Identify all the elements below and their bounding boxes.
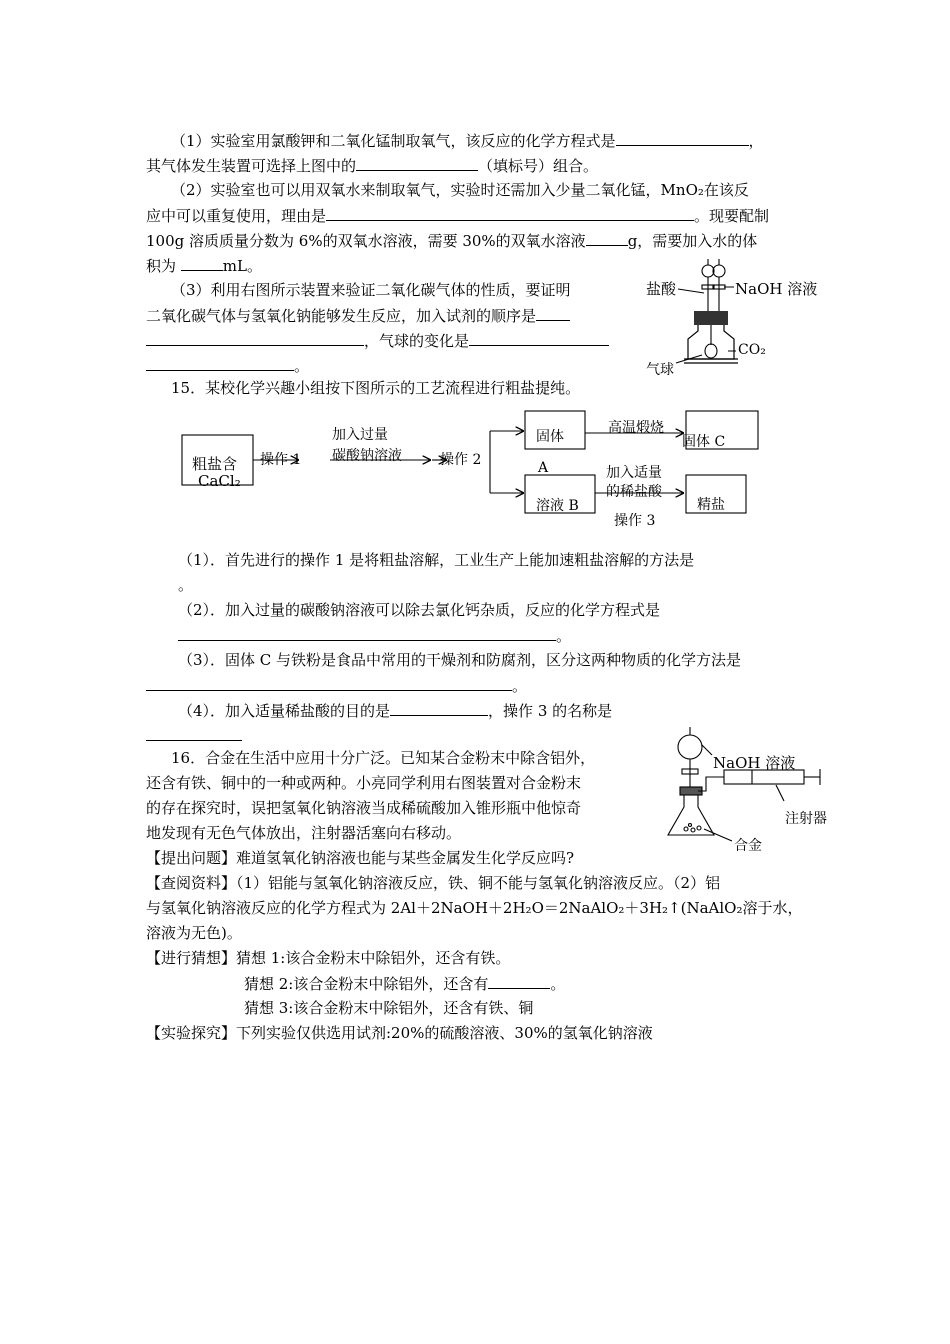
q14-part2-line3: 100g 溶质质量分数为 6%的双氧水溶液，需要 30%的双氧水溶液 g，需要加入水的体 bbox=[146, 232, 758, 250]
q16-stem-line2: 还含有铁、铜中的一种或两种。小亮同学利用右图装置对合金粉末 bbox=[146, 774, 582, 792]
q15-part2: （2）．加入过量的碳酸钠溶液可以除去氯化钙杂质，反应的化学方程式是 bbox=[178, 601, 661, 619]
answer-blank[interactable] bbox=[146, 675, 512, 691]
flow-reagent1-line1: 加入过量 bbox=[332, 427, 388, 443]
answer-blank[interactable] bbox=[488, 973, 550, 989]
fig-label-naoh-solution: NaOH 溶液 bbox=[713, 754, 796, 772]
alloy-apparatus-diagram bbox=[660, 725, 830, 855]
flow-solid-c: 固体 C bbox=[682, 434, 726, 450]
q16-info-line1: 【查阅资料】（1）铝能与氢氧化钠溶液反应，铁、铜不能与氢氧化钠溶液反应。（2）铝 bbox=[146, 874, 721, 892]
flow-solution-b: 溶液 B bbox=[536, 498, 579, 514]
flow-solid-a-label: A bbox=[538, 460, 549, 476]
q16-guess3: 猜想 3:该合金粉末中除铝外，还含有铁、铜 bbox=[244, 999, 534, 1017]
answer-blank[interactable] bbox=[146, 355, 294, 371]
q16-guess1: 【进行猜想】猜想 1:该合金粉末中除铝外，还含有铁。 bbox=[146, 949, 511, 967]
q14-part2-line4: 积为 mL。 bbox=[146, 257, 262, 275]
fig-label-alloy: 合金 bbox=[734, 838, 762, 854]
fig-label-syringe: 注射器 bbox=[785, 811, 827, 827]
fig-label-co2: CO₂ bbox=[738, 342, 766, 358]
q16-info-line2: 与氢氧化钠溶液反应的化学方程式为 2Al＋2NaOH＋2H₂O＝2NaAlO₂＋3H₂↑(NaAlO₂溶于水， bbox=[146, 899, 803, 917]
flow-reagent2-line1: 加入适量 bbox=[606, 465, 662, 481]
stopper-icon bbox=[694, 311, 728, 325]
q15-part2-answer: 。 bbox=[178, 625, 571, 646]
q16-stem-line4: 地发现有无色气体放出，注射器活塞向右移动。 bbox=[146, 824, 462, 842]
flow-solid-a-box: 固体 bbox=[536, 429, 564, 445]
answer-blank[interactable] bbox=[326, 205, 694, 221]
answer-blank[interactable] bbox=[146, 330, 364, 346]
q15-part3: （3）．固体 C 与铁粉是食品中常用的干燥剂和防腐剂，区分这两种物质的化学方法是 bbox=[178, 651, 742, 669]
answer-blank[interactable] bbox=[616, 130, 749, 146]
q14-part3-line1: （3）利用右图所示装置来验证二氧化碳气体的性质，要证明 bbox=[171, 281, 571, 299]
q16-guess2: 猜想 2:该合金粉末中除铝外，还含有 。 bbox=[244, 975, 566, 993]
q16-explore: 【实验探究】下列实验仅供选用试剂:20%的硫酸溶液、30%的氢氧化钠溶液 bbox=[146, 1024, 653, 1042]
flow-reagent2-line2: 的稀盐酸 bbox=[606, 484, 662, 500]
flask-icon bbox=[668, 787, 714, 835]
q14-part3-line3: ，气球的变化是 bbox=[146, 330, 609, 351]
separatory-funnel-icon bbox=[678, 727, 702, 795]
dropping-funnels-icon bbox=[702, 259, 725, 315]
answer-blank[interactable] bbox=[536, 305, 570, 321]
q14-part1-line2: 其气体发生装置可选择上图中的 （填标号）组合。 bbox=[146, 157, 599, 175]
q16-info-line3: 溶液为无色)。 bbox=[146, 924, 242, 942]
answer-blank[interactable] bbox=[469, 330, 609, 346]
q16-stem-line1: 16．合金在生活中应用十分广泛。已知某合金粉末中除含铝外， bbox=[171, 749, 596, 767]
answer-blank[interactable] bbox=[390, 700, 488, 716]
q14-part1-line1: （1）实验室用氯酸钾和二氧化锰制取氧气，该反应的化学方程式是 ， bbox=[171, 132, 764, 150]
flow-start-line2: CaCl₂ bbox=[198, 472, 241, 490]
q15-part4: （4）．加入适量稀盐酸的目的是 ，操作 3 的名称是 bbox=[178, 702, 613, 720]
q15-stem: 15．某校化学兴趣小组按下图所示的工艺流程进行粗盐提纯。 bbox=[171, 379, 581, 397]
fig-label-acid: 盐酸 bbox=[646, 280, 677, 298]
answer-blank[interactable] bbox=[356, 155, 478, 171]
q14-part3-line4: 。 bbox=[146, 355, 309, 376]
flow-op2: 操作 2 bbox=[440, 452, 482, 468]
q15-part3-answer: 。 bbox=[146, 675, 527, 696]
q14-part2-line1: （2）实验室也可以用双氧水来制取氧气，实验时还需加入少量二氧化锰，MnO₂在该反 bbox=[171, 181, 749, 199]
q15-part4-answer bbox=[146, 725, 242, 746]
answer-blank[interactable] bbox=[178, 625, 556, 641]
fig-label-balloon: 气球 bbox=[646, 362, 674, 378]
flow-product: 精盐 bbox=[697, 497, 725, 513]
flow-start-line1: 粗盐含 bbox=[192, 455, 238, 473]
q16-question: 【提出问题】难道氢氧化钠溶液也能与某些金属发生化学反应吗? bbox=[146, 849, 575, 867]
flow-op1: 操作 1 bbox=[260, 452, 302, 468]
answer-blank[interactable] bbox=[586, 230, 628, 246]
answer-blank[interactable] bbox=[181, 255, 223, 271]
flow-op3: 操作 3 bbox=[614, 513, 656, 529]
q15-part1: （1）．首先进行的操作 1 是将粗盐溶解，工业生产上能加速粗盐溶解的方法是 bbox=[178, 551, 695, 569]
q14-part2-line2: 应中可以重复使用，理由是 。现要配制 bbox=[146, 207, 770, 225]
fig-label-naoh: NaOH 溶液 bbox=[735, 280, 818, 298]
answer-blank[interactable] bbox=[146, 725, 242, 741]
flow-calcine: 高温煅烧 bbox=[608, 420, 664, 436]
q15-part1-end: 。 bbox=[178, 576, 194, 594]
flow-reagent1-line2: 碳酸钠溶液 bbox=[332, 448, 402, 464]
q14-part3-line2: 二氧化碳气体与氢氧化钠能够发生反应，加入试剂的顺序是 bbox=[146, 305, 570, 326]
balloon-icon bbox=[705, 325, 717, 358]
q16-stem-line3: 的存在探究时，误把氢氧化钠溶液当成稀硫酸加入锥形瓶中他惊奇 bbox=[146, 799, 582, 817]
